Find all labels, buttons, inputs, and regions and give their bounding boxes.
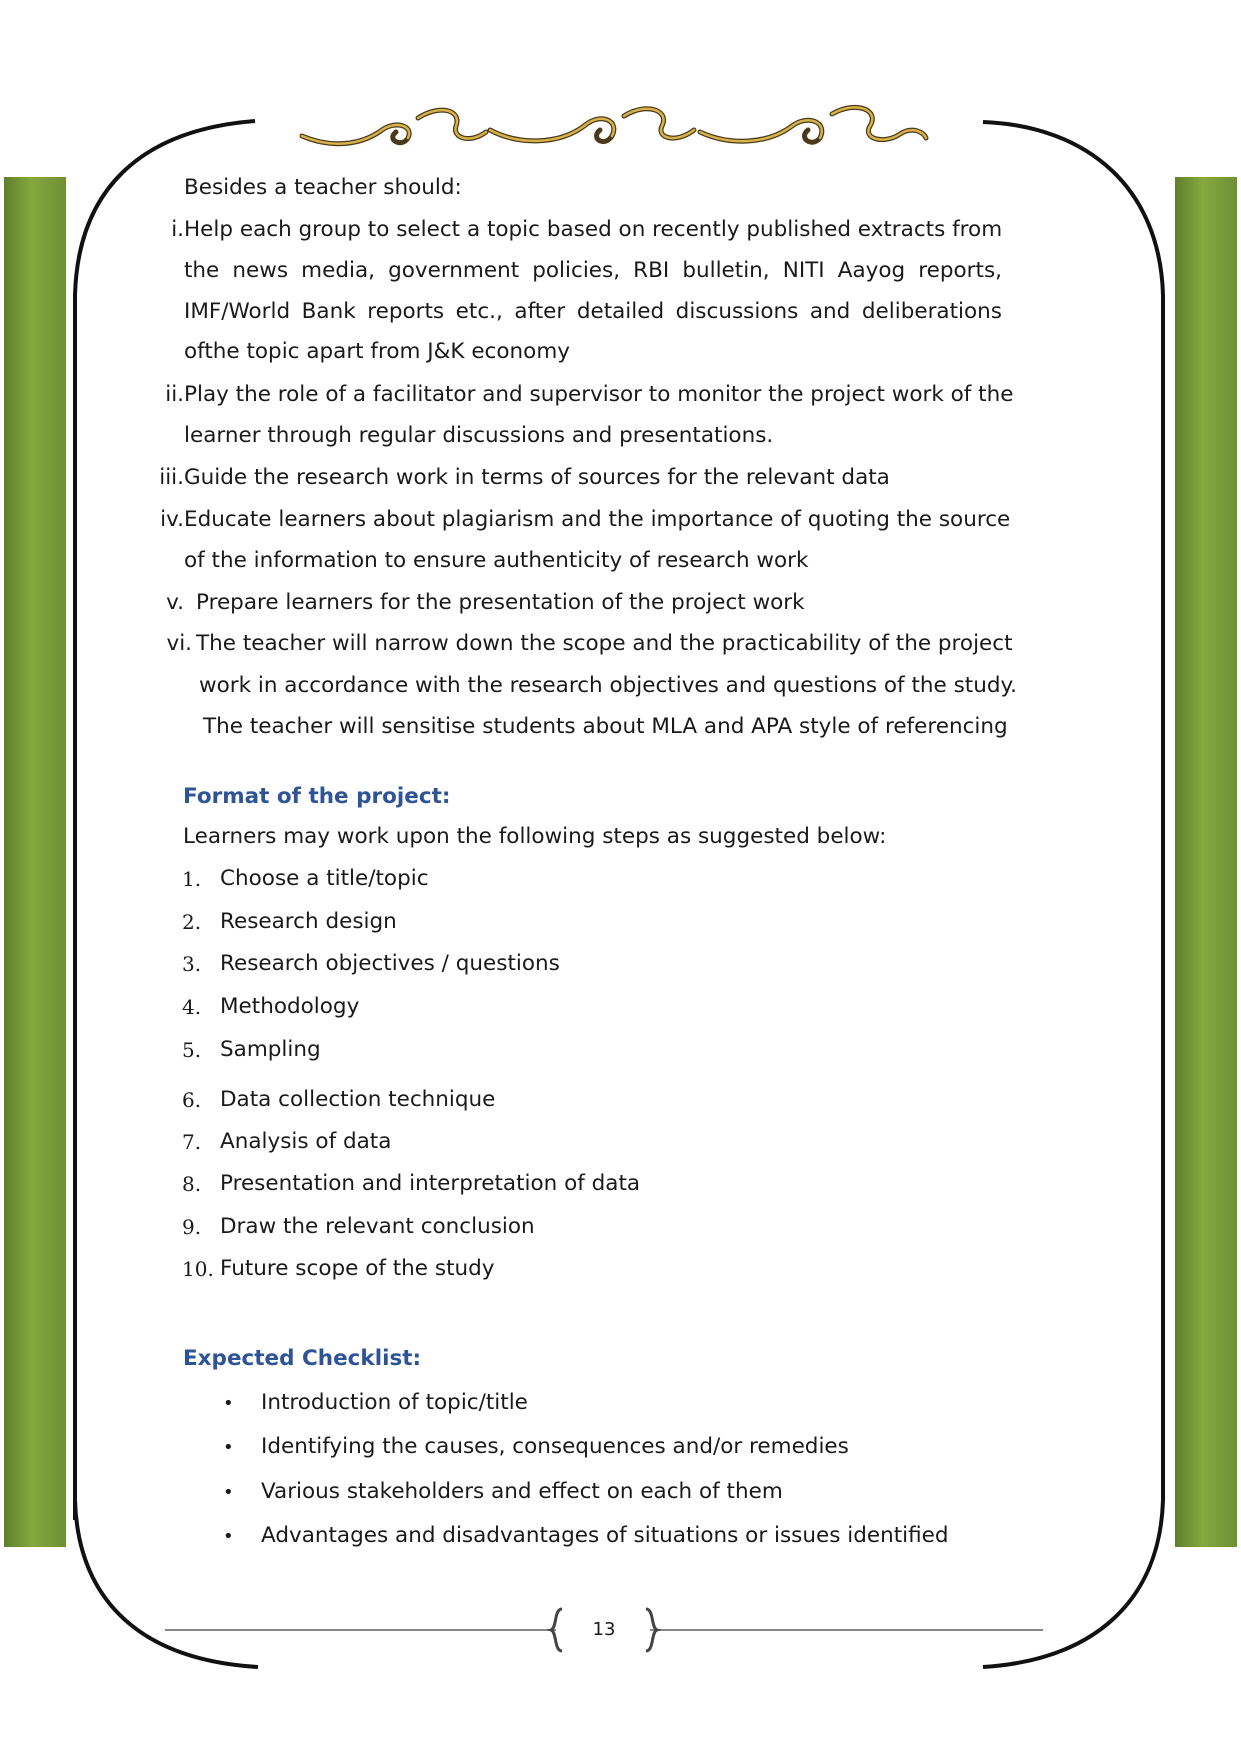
duty-1-line-1: Help each group to select a topic based on recently published extracts from [184, 217, 1003, 242]
format-intro: Learners may work upon the following steps as suggested below: [183, 824, 887, 849]
bullet-icon: • [223, 1482, 234, 1503]
duty-2-line-1: Play the role of a facilitator and supervisor to monitor the project work of the [184, 382, 1014, 407]
duty-1-line-2: the news media, government policies, RBI bulletin, NITI Aayog reports, [184, 258, 1002, 283]
duty-marker: ii. [165, 382, 184, 407]
duty-3-line-1: Guide the research work in terms of sources for the relevant data [184, 465, 890, 490]
bullet-icon: • [223, 1526, 234, 1547]
duty-5-line-1: Prepare learners for the presentation of the project work [196, 590, 805, 615]
checklist-heading: Expected Checklist: [183, 1346, 422, 1371]
checklist-item: Various stakeholders and effect on each of them [261, 1479, 783, 1504]
duty-marker: i. [171, 217, 184, 242]
frame-bottom-right-curve [983, 1500, 1163, 1667]
step-number: 9. [182, 1215, 202, 1239]
step-text: Methodology [220, 994, 360, 1019]
step-text: Choose a title/topic [220, 866, 429, 891]
duty-2-line-2: learner through regular discussions and presentations. [184, 423, 774, 448]
step-number: 10. [182, 1257, 214, 1281]
bullet-icon: • [223, 1437, 234, 1458]
duty-1-line-3: IMF/World Bank reports etc., after detailed discussions and deliberations [184, 299, 1002, 324]
frame-left-curve [75, 121, 255, 1520]
checklist-item: Identifying the causes, consequences and/or remedies [261, 1434, 849, 1459]
step-text: Analysis of data [220, 1129, 392, 1154]
step-text: Research objectives / questions [220, 951, 560, 976]
step-text: Sampling [220, 1037, 321, 1062]
step-text: Draw the relevant conclusion [220, 1214, 535, 1239]
step-text: Research design [220, 909, 397, 934]
checklist-item: Advantages and disadvantages of situations or issues identified [261, 1523, 949, 1548]
duty-4-line-2: of the information to ensure authenticity of research work [184, 548, 809, 573]
step-number: 5. [182, 1038, 202, 1062]
duty-6-line-3: The teacher will sensitise students about MLA and APA style of referencing [203, 714, 1008, 739]
step-text: Presentation and interpretation of data [220, 1171, 641, 1196]
duty-marker: vi. [166, 631, 192, 656]
step-number: 2. [182, 910, 202, 934]
duty-marker: v. [166, 590, 184, 615]
duty-4-line-1: Educate learners about plagiarism and the importance of quoting the source [184, 507, 1011, 532]
duty-6-line-2: work in accordance with the research objectives and questions of the study. [199, 673, 1017, 698]
duty-1-line-4: ofthe topic apart from J&K economy [184, 339, 570, 364]
step-number: 6. [182, 1088, 202, 1112]
step-text: Future scope of the study [220, 1256, 495, 1281]
format-heading: Format of the project: [183, 784, 451, 809]
step-number: 8. [182, 1172, 202, 1196]
step-number: 1. [182, 867, 202, 891]
duty-marker: iii. [159, 465, 184, 490]
brace-left [551, 1609, 562, 1651]
intro-text: Besides a teacher should: [184, 175, 462, 200]
step-text: Data collection technique [220, 1087, 496, 1112]
duty-6-line-1: The teacher will narrow down the scope and the practicability of the project [196, 631, 1013, 656]
step-number: 7. [182, 1130, 202, 1154]
page-number: 13 [592, 1619, 616, 1640]
ornament-header [302, 107, 926, 143]
bullet-icon: • [223, 1393, 234, 1414]
step-number: 3. [182, 952, 202, 976]
duty-marker: iv. [160, 507, 184, 532]
frame-right-curve [983, 122, 1163, 1500]
step-number: 4. [182, 995, 202, 1019]
checklist-item: Introduction of topic/title [261, 1390, 528, 1415]
